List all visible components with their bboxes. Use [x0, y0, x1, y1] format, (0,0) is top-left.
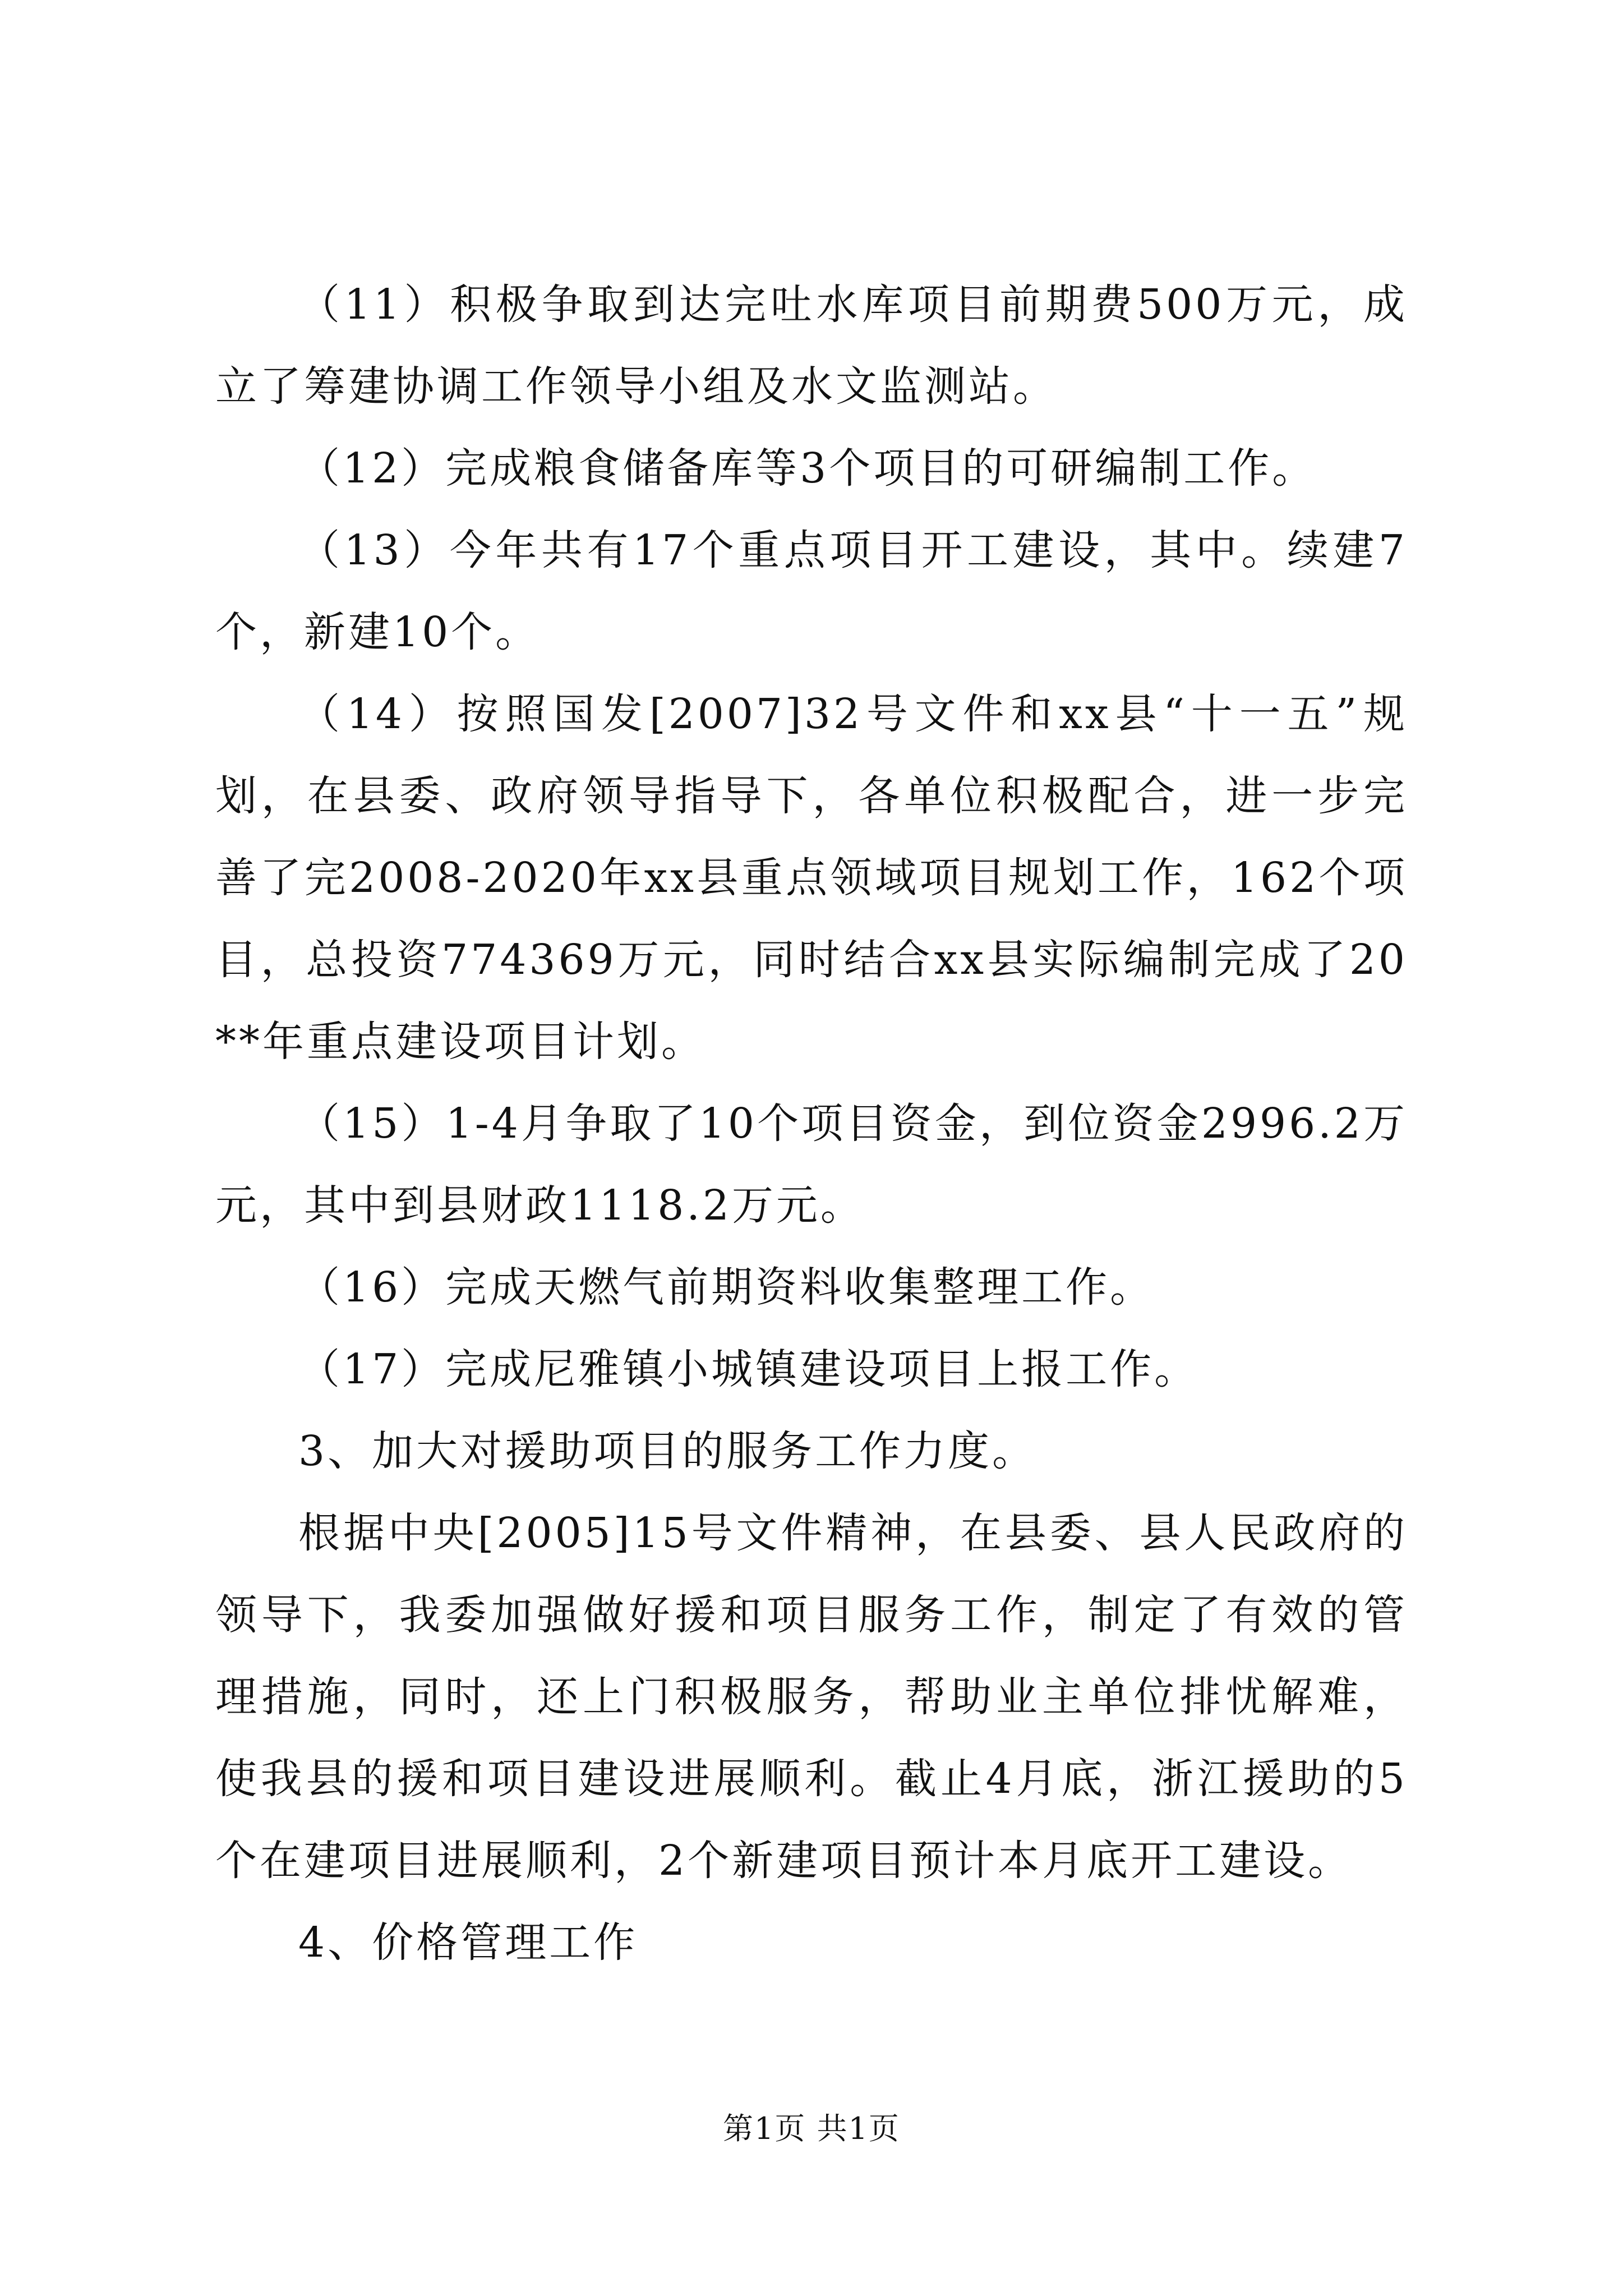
paragraph-item-17: （17）完成尼雅镇小城镇建设项目上报工作。	[298, 1345, 1199, 1393]
paragraph-item-14: （14）按照国发[2007]32号文件和xx县“十一五”规划，在县委、政府领导指导下，各单位积极配合，进一步完善了完2008-2020年xx县重点领域项目规划工作，162个项目，总投资774369万元，同时结合xx县实际编制完成了20**年重点建设项目计划。	[215, 690, 1408, 1066]
paragraph-aid-projects: 根据中央[2005]15号文件精神，在县委、县人民政府的领导下，我委加强做好援和项目服务工作，制定了有效的管理措施，同时，还上门积极服务，帮助业主单位排忧解难，使我县的援和项目建设进展顺利。截止4月底，浙江援助的5个在建项目进展顺利，2个新建项目预计本月底开工建设。	[215, 1509, 1408, 1885]
paragraph-item-12: （12）完成粮食储备库等3个项目的可研编制工作。	[298, 444, 1317, 493]
document-body	[215, 264, 1408, 1984]
paragraph-item-15: （15）1-4月争取了10个项目资金，到位资金2996.2万元，其中到县财政1118.2万元。	[215, 1099, 1408, 1230]
paragraph-item-11: （11）积极争取到达完吐水库项目前期费500万元，成立了筹建协调工作领导小组及水文监测站。	[215, 280, 1408, 411]
section-heading-price-management: 4、价格管理工作	[298, 1918, 638, 1967]
section-heading-aid-projects: 3、加大对援助项目的服务工作力度。	[298, 1427, 1037, 1475]
paragraph-item-13: （13）今年共有17个重点项目开工建设，其中。续建7个，新建10个。	[215, 526, 1408, 656]
paragraph-item-16: （16）完成天燃气前期资料收集整理工作。	[298, 1263, 1155, 1312]
page-footer: 第1页 共1页	[723, 2111, 900, 2146]
